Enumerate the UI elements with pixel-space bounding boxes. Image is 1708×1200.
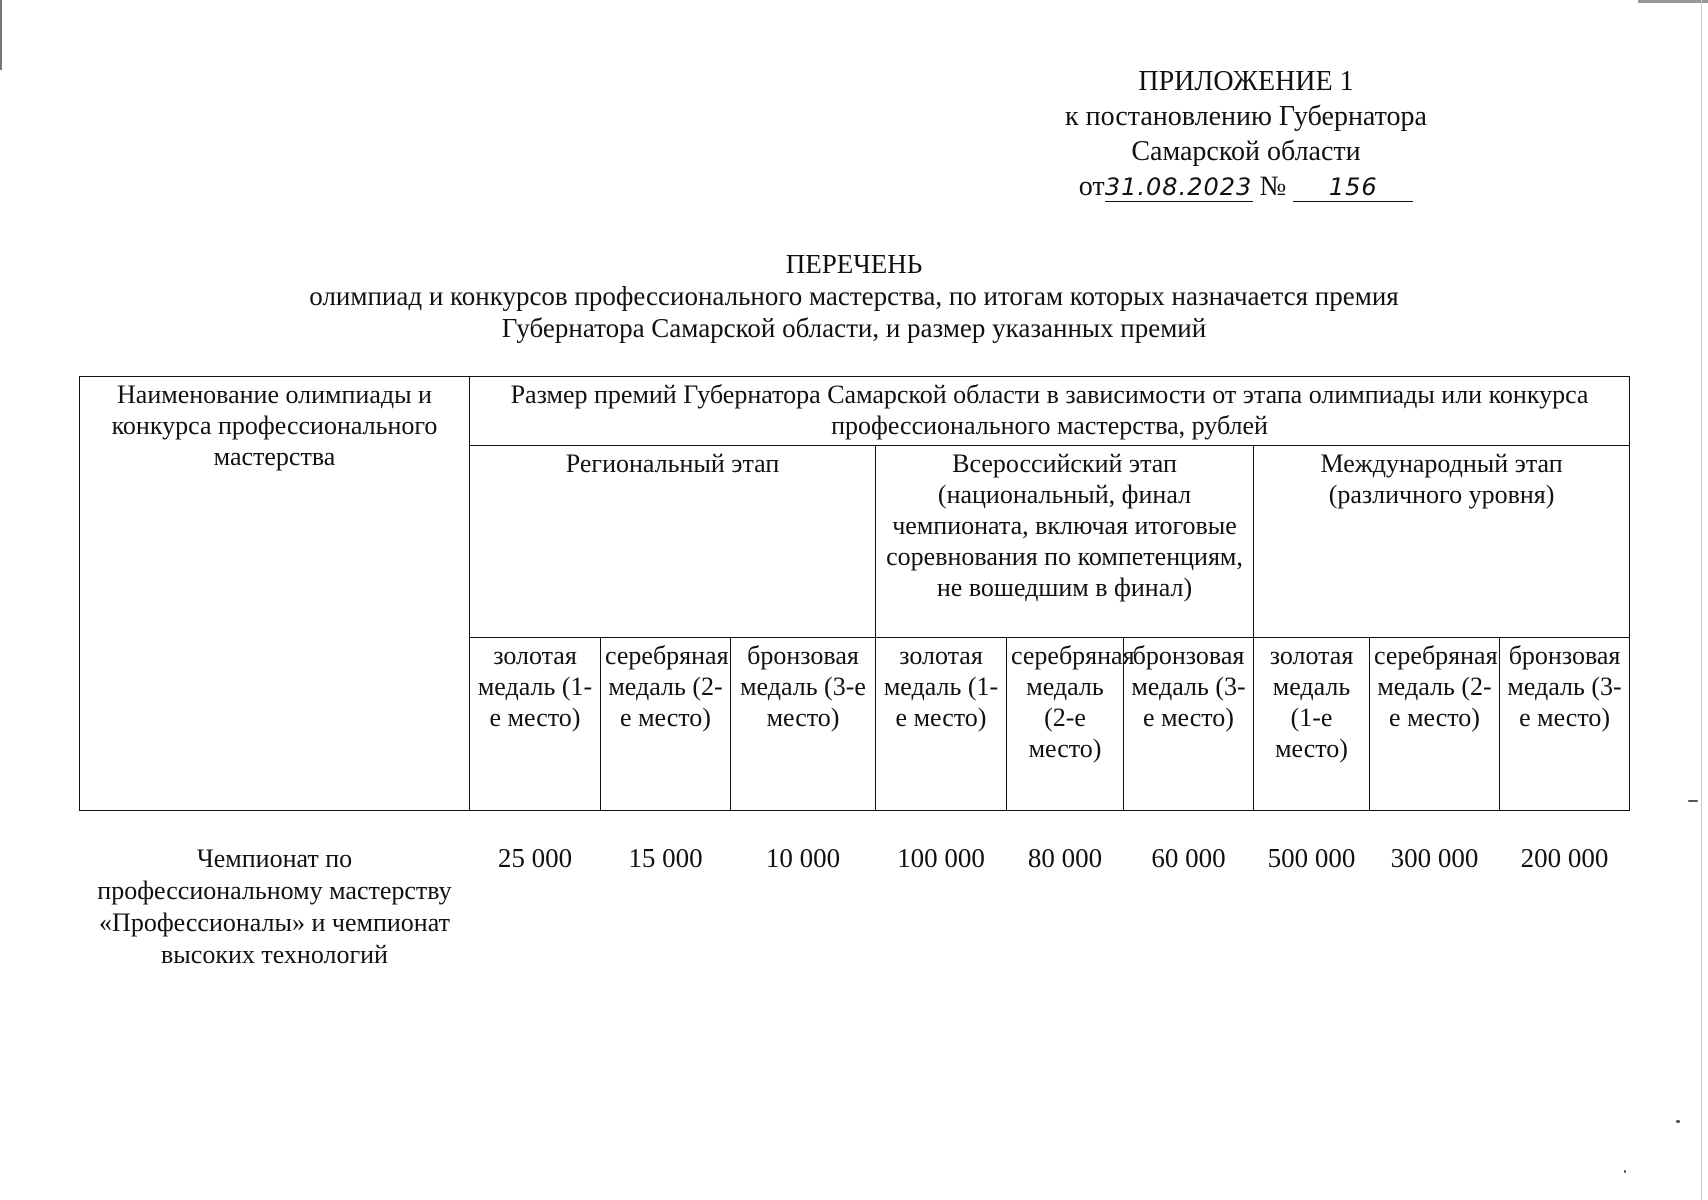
document-title: [140, 248, 1568, 344]
number-label: №: [1259, 171, 1287, 202]
scan-speck: [1624, 1170, 1626, 1173]
scan-speck: [1676, 1120, 1680, 1123]
award-value-cell: 15 000: [628, 843, 703, 873]
awards-table: [79, 376, 1630, 973]
header-medal-bronze: бронзовая медаль (3-е место): [1500, 638, 1630, 811]
award-value-cell: 300 000: [1390, 843, 1479, 873]
header-award-size: Размер премий Губернатора Самарской области в зависимости от этапа олимпиады или конкурса профессионального мастерства, рублей: [470, 377, 1630, 446]
header-competition-name: Наименование олимпиады и конкурса профессионального мастерства: [80, 377, 470, 811]
header-medal-silver: серебряная медаль (2-е место): [601, 638, 731, 811]
header-medal-gold: золотая медаль (1-е место): [470, 638, 601, 811]
header-medal-bronze: бронзовая медаль (3-е место): [731, 638, 876, 811]
from-label: от: [1078, 171, 1105, 202]
decree-date-handwritten: 31.08.2023: [1104, 173, 1253, 201]
title-line-2: Губернатора Самарской области, и размер указанных премий: [501, 313, 1207, 343]
competition-name-cell: Чемпионат по профессиональному мастерству «Профессионалы» и чемпионат высоких технологий: [97, 844, 452, 969]
decree-number-handwritten: 156: [1293, 173, 1413, 202]
scan-speck: [1688, 800, 1698, 802]
appendix-region: Самарской области: [1131, 136, 1361, 167]
header-medal-silver: серебряная медаль (2-е место): [1370, 638, 1500, 811]
title-line-1: олимпиад и конкурсов профессионального мастерства, по итогам которых назначается премия: [309, 281, 1399, 311]
table-row: [80, 841, 1630, 973]
award-value-cell: 200 000: [1520, 843, 1609, 873]
header-medal-gold: золотая медаль (1-е место): [1254, 638, 1370, 811]
header-medal-gold: золотая медаль (1-е место): [876, 638, 1007, 811]
header-medal-bronze: бронзовая медаль (3-е место): [1124, 638, 1254, 811]
award-value-cell: 60 000: [1151, 843, 1226, 873]
award-value-cell: 80 000: [1027, 843, 1103, 873]
header-stage-international: Международный этап (различного уровня): [1254, 446, 1630, 638]
header-medal-silver: серебряная медаль (2-е место): [1007, 638, 1124, 811]
scan-edge-left: [0, 0, 2, 70]
award-value-cell: 100 000: [897, 843, 985, 873]
appendix-block: [1036, 64, 1456, 204]
award-value-cell: 10 000: [765, 843, 841, 873]
table-spacer: [80, 811, 1630, 842]
header-stage-regional: Региональный этап: [470, 446, 876, 638]
scan-edge-right: [1701, 0, 1702, 1200]
award-value-cell: 25 000: [497, 843, 573, 873]
appendix-decree-ref: к постановлению Губернатора: [1065, 101, 1427, 132]
title-heading: ПЕРЕЧЕНЬ: [785, 249, 923, 279]
appendix-number: ПРИЛОЖЕНИЕ 1: [1138, 66, 1354, 97]
award-value-cell: 500 000: [1267, 843, 1356, 873]
decree-date-number-row: [1036, 169, 1456, 204]
header-stage-national: Всероссийский этап (национальный, финал чемпионата, включая итоговые соревнования по компетенциям, не вошедшим в финал): [876, 446, 1254, 638]
scan-edge-top: [1638, 0, 1708, 3]
